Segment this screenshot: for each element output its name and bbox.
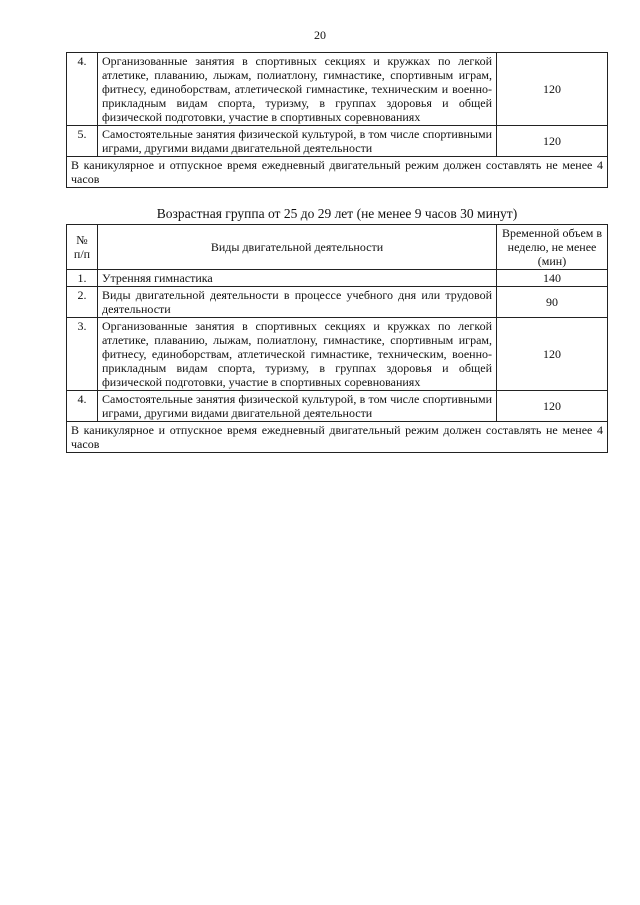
weekly-minutes: 120: [497, 126, 608, 157]
weekly-minutes: 120: [497, 391, 608, 422]
table-row: [67, 53, 608, 126]
header-number: № п/п: [67, 225, 98, 270]
weekly-minutes: 140: [497, 270, 608, 287]
weekly-minutes: 120: [497, 318, 608, 391]
table-row: [67, 287, 608, 318]
activity-description: Самостоятельные занятия физической культурой, в том числе спортивными играми, другими видами двигательной деятельности: [98, 391, 497, 422]
weekly-minutes: 120: [497, 53, 608, 126]
row-number: 3.: [67, 318, 98, 391]
table-row: [67, 391, 608, 422]
table-row: [67, 270, 608, 287]
header-minutes: Временной объем в неделю, не менее (мин): [497, 225, 608, 270]
table-note-row: [67, 422, 608, 453]
activity-table-continued: [66, 52, 608, 188]
table-row: [67, 126, 608, 157]
holiday-note: В каникулярное и отпускное время ежедневный двигательный режим должен составлять не менее 4 часов: [67, 157, 608, 188]
activity-description: Утренняя гимнастика: [98, 270, 497, 287]
row-number: 1.: [67, 270, 98, 287]
weekly-minutes: 90: [497, 287, 608, 318]
holiday-note: В каникулярное и отпускное время ежедневный двигательный режим должен составлять не менее 4 часов: [67, 422, 608, 453]
row-number: 2.: [67, 287, 98, 318]
table-note-row: [67, 157, 608, 188]
row-number: 4.: [67, 391, 98, 422]
row-number: 4.: [67, 53, 98, 126]
activity-description: Организованные занятия в спортивных секциях и кружках по легкой атлетике, плаванию, лыжам, полиатлону, гимнастике, спортивным играм, фитнесу, единоборствам, атлетической гимнастике, техническим, военно-прикладным видам спорта, туризму, в группах здоровья и общей физической подготовки, участие в спортивных соревнованиях: [98, 318, 497, 391]
table-header-row: [67, 225, 608, 270]
row-number: 5.: [67, 126, 98, 157]
table-row: [67, 318, 608, 391]
activity-table-25-29: [66, 224, 608, 453]
activity-description: Самостоятельные занятия физической культурой, в том числе спортивными играми, другими видами двигательной деятельности: [98, 126, 497, 157]
activity-description: Виды двигательной деятельности в процессе учебного дня или трудовой деятельности: [98, 287, 497, 318]
header-activity: Виды двигательной деятельности: [98, 225, 497, 270]
age-group-heading: Возрастная группа от 25 до 29 лет (не менее 9 часов 30 минут): [156, 206, 518, 221]
page-number: 20: [314, 28, 326, 42]
activity-description: Организованные занятия в спортивных секциях и кружках по легкой атлетике, плаванию, лыжам, полиатлону, гимнастике, спортивным играм, фитнесу, единоборствам, атлетической гимнастике, техническим и военно-прикладным видам спорта, туризму, в группах здоровья и общей физической подготовки, участие в спортивных соревнованиях: [98, 53, 497, 126]
